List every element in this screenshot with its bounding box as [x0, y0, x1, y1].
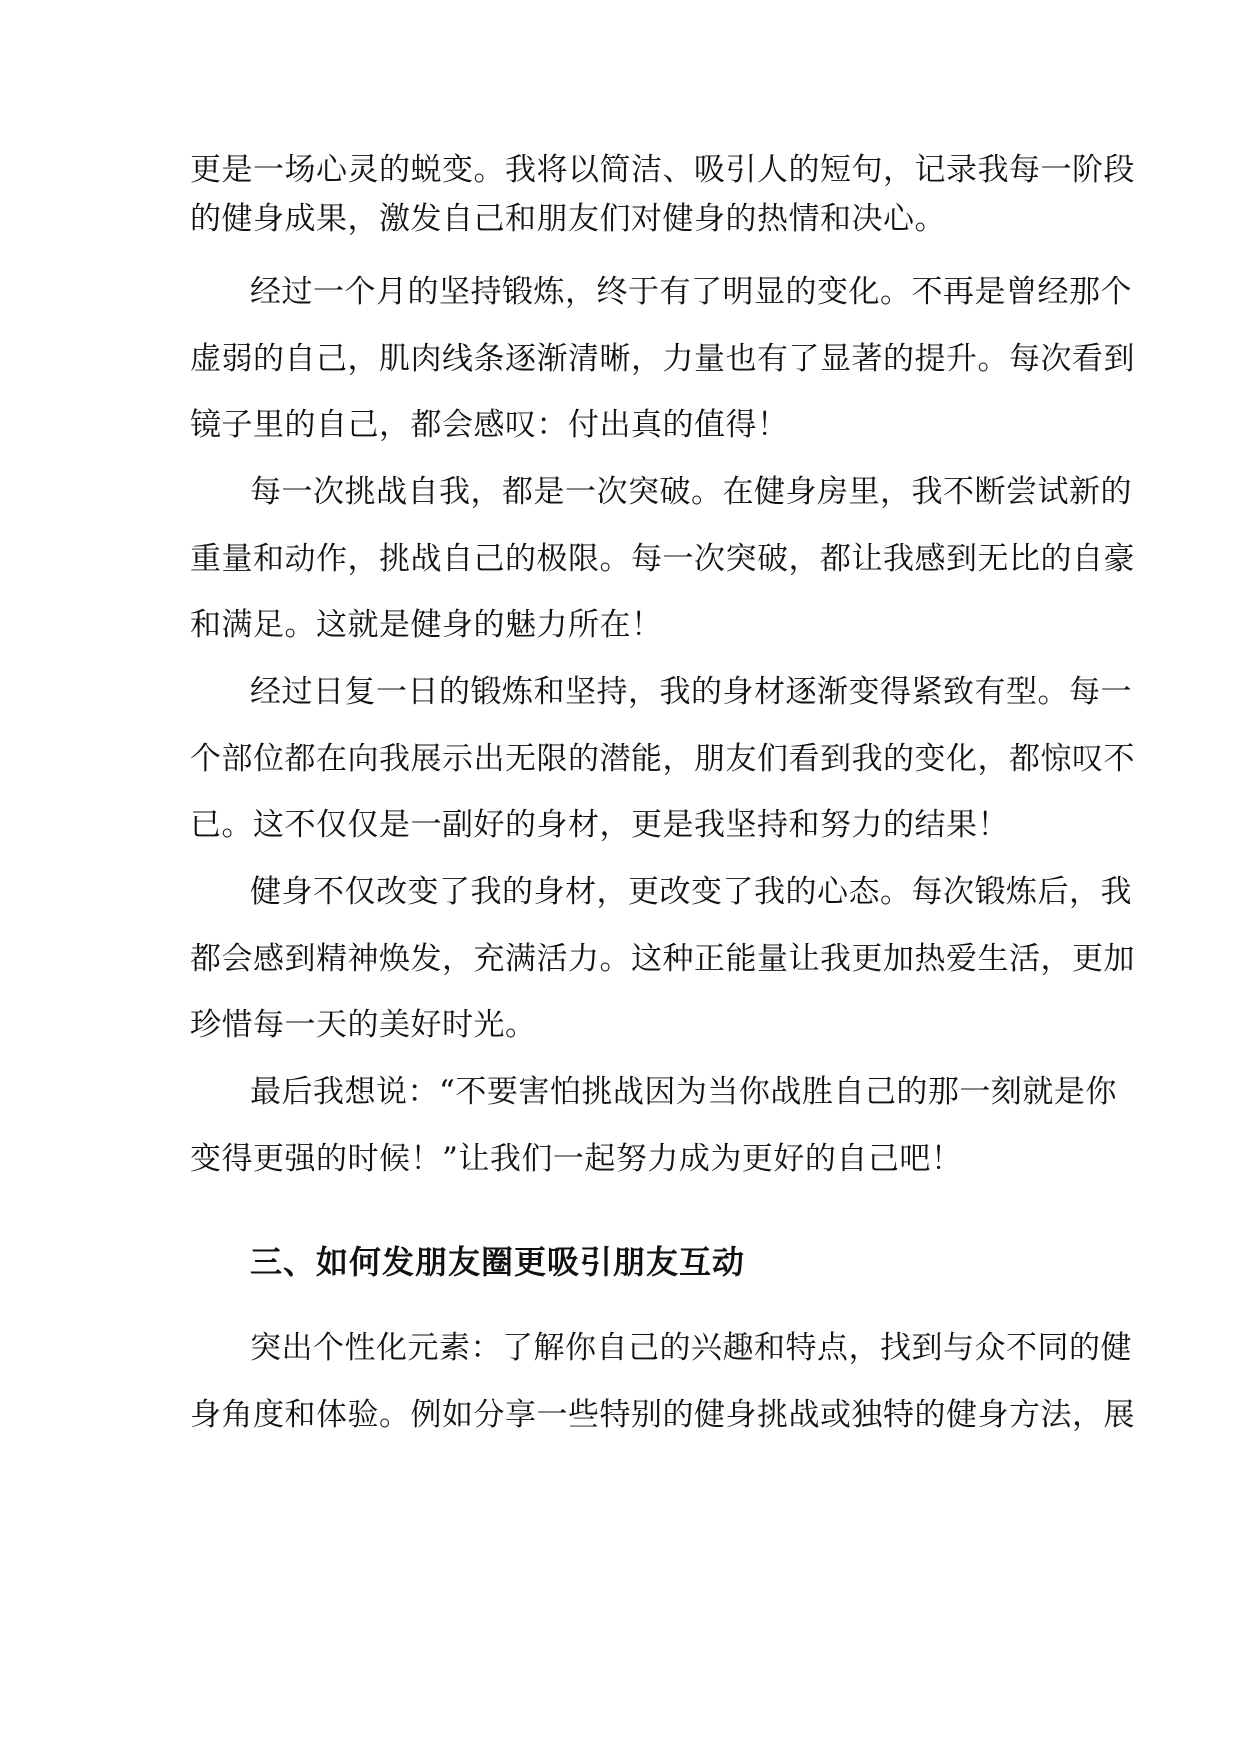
- paragraph-line: 珍惜每一天的美好时光。: [190, 1007, 537, 1043]
- section-heading: 三、如何发朋友圈更吸引朋友互动: [250, 1243, 746, 1281]
- paragraph-line: 已。这不仅仅是一副好的身材，更是我坚持和努力的结果！: [190, 807, 1009, 843]
- paragraph-line: 突出个性化元素：了解你自己的兴趣和特点，找到与众不同的健: [250, 1330, 1132, 1366]
- paragraph-line: 更是一场心灵的蜕变。我将以简洁、吸引人的短句，记录我每一阶段: [190, 152, 1135, 188]
- paragraph-line: 最后我想说：“不要害怕挑战因为当你战胜自己的那一刻就是你: [250, 1074, 1117, 1110]
- paragraph-line: 经过日复一日的锻炼和坚持，我的身材逐渐变得紧致有型。每一: [250, 674, 1132, 710]
- paragraph-line: 的健身成果，激发自己和朋友们对健身的热情和决心。: [190, 201, 946, 237]
- paragraph-line: 每一次挑战自我，都是一次突破。在健身房里，我不断尝试新的: [250, 474, 1132, 510]
- paragraph-line: 重量和动作，挑战自己的极限。每一次突破，都让我感到无比的自豪: [190, 541, 1135, 577]
- paragraph-line: 个部位都在向我展示出无限的潜能，朋友们看到我的变化，都惊叹不: [190, 741, 1135, 777]
- paragraph-line: 都会感到精神焕发，充满活力。这种正能量让我更加热爱生活，更加: [190, 941, 1135, 977]
- paragraph-line: 身角度和体验。例如分享一些特别的健身挑战或独特的健身方法，展: [190, 1397, 1135, 1433]
- paragraph-line: 和满足。这就是健身的魅力所在！: [190, 607, 663, 643]
- paragraph-line: 镜子里的自己，都会感叹：付出真的值得！: [190, 407, 789, 443]
- paragraph-line: 变得更强的时候！”让我们一起努力成为更好的自己吧！: [190, 1141, 963, 1177]
- paragraph-line: 虚弱的自己，肌肉线条逐渐清晰，力量也有了显著的提升。每次看到: [190, 341, 1135, 377]
- paragraph-line: 健身不仅改变了我的身材，更改变了我的心态。每次锻炼后，我: [250, 874, 1132, 910]
- paragraph-line: 经过一个月的坚持锻炼，终于有了明显的变化。不再是曾经那个: [250, 274, 1132, 310]
